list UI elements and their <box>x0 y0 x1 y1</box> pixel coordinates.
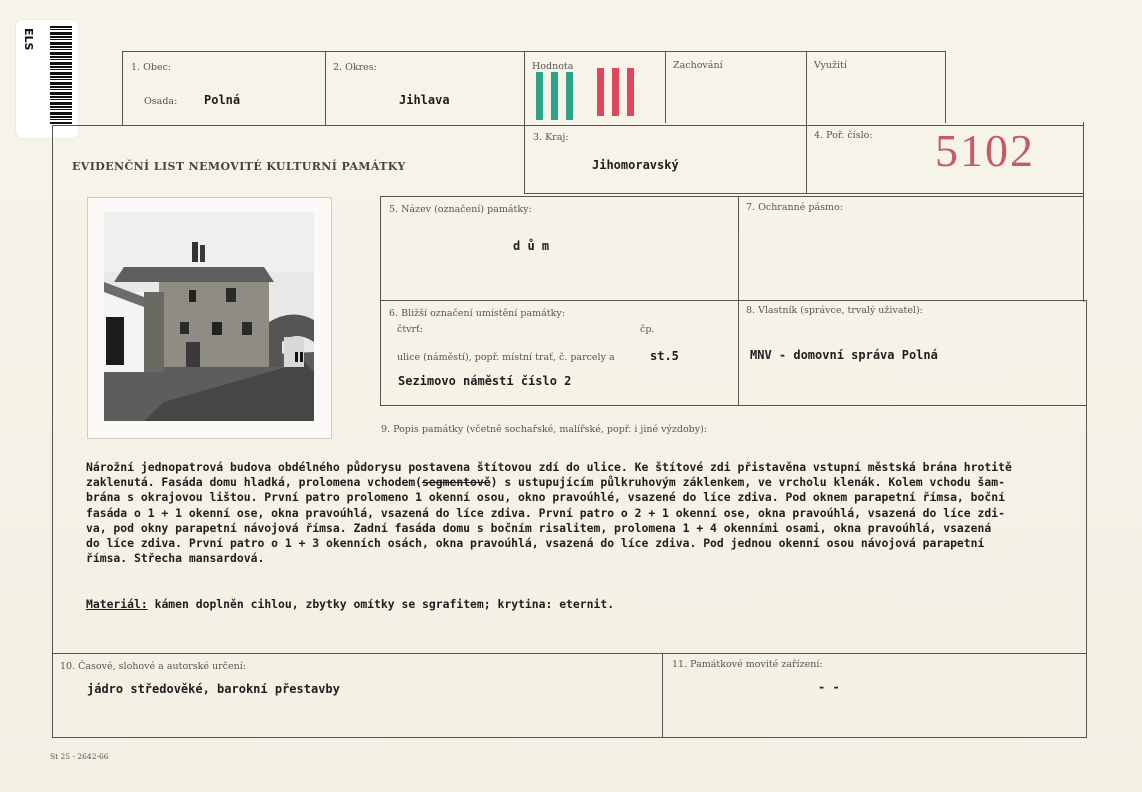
ulice-value: Sezimovo náměstí číslo 2 <box>398 374 572 388</box>
movite-label: 11. Památkové movité zařízení: <box>672 659 823 670</box>
kraj-label: 3. Kraj: <box>533 132 569 143</box>
popis-line: do líce zdiva. První patro o 1 + 3 okenních osách, okna pravoúhlá, vsazená do líce zdiva. Pod jednou okenní osou návojová parapetní <box>86 536 985 551</box>
osada-value: Polná <box>204 93 241 107</box>
barcode-text: ELS <box>22 28 35 51</box>
ulice-label: ulice (náměstí), popř. místní trať, č. parcely a <box>397 352 615 363</box>
por-cislo-label: 4. Poř. číslo: <box>814 130 873 141</box>
popis-line: fasáda o 1 + 1 okenní ose, okna pravoúhlá, vsazená do líce zdiva. První patro o 2 + 1 okenní ose, okna pravoúhlá, vsazená do líce zdi- <box>86 505 1005 520</box>
ochranne-label: 7. Ochranné pásmo: <box>746 202 843 213</box>
okres-value: Jihlava <box>399 93 450 107</box>
grid-line <box>52 125 1083 126</box>
popis-line: římsa. Střecha mansardová. <box>86 551 265 566</box>
grid-line <box>738 196 739 406</box>
grid-line <box>380 196 381 406</box>
grid-line <box>662 653 663 738</box>
grid-line <box>1083 122 1084 302</box>
value-mark <box>597 68 604 116</box>
nazev-label: 5. Název (označení) památky: <box>389 204 532 215</box>
grid-line <box>52 125 53 737</box>
grid-line <box>122 51 123 126</box>
casove-value: jádro středověké, barokní přestavby <box>87 682 340 696</box>
grid-line <box>524 193 1083 194</box>
material-label: Materiál: <box>86 596 148 611</box>
grid-line <box>665 51 666 123</box>
barcode-icon <box>50 26 72 124</box>
footer-code: St 25 - 2642-66 <box>50 752 109 761</box>
zachovani-label: Zachování <box>673 60 723 71</box>
cp-label: čp. <box>640 324 655 335</box>
grid-line <box>806 51 807 194</box>
nazev-value: d ů m <box>513 239 550 253</box>
grid-line <box>52 737 1086 738</box>
grid-line <box>380 405 1086 406</box>
grid-line <box>524 51 525 194</box>
popis-line: brána s okrajovou lištou. První patro prolomeno 1 okenní osou, okno pravoúhlé, vsazené do líce zdiva. Pod oknem parapetní římsa, boční <box>86 490 1005 505</box>
blizsi-label: 6. Bližší označení umístění památky: <box>389 308 565 319</box>
grid-line <box>380 300 1086 301</box>
por-cislo-stamp: 5102 <box>935 125 1035 176</box>
grid-line <box>122 51 946 52</box>
popis-strike: segmentově <box>422 475 491 490</box>
vlastnik-label: 8. Vlastník (správce, trvalý uživatel): <box>746 305 923 316</box>
okres-label: 2. Okres: <box>333 62 377 73</box>
popis-line: ) s ustupujícím půlkruhovým záklenkem, ve vrcholu klenák. Kolem vchodu šam- <box>490 475 1005 490</box>
grid-line <box>52 653 1086 654</box>
value-mark <box>551 72 558 120</box>
vlastnik-value: MNV - domovní správa Polná <box>750 348 938 362</box>
value-mark <box>566 72 573 120</box>
value-mark <box>627 68 634 116</box>
building-photo-image <box>104 212 314 421</box>
obec-label: 1. Obec: <box>131 62 172 73</box>
form-title: EVIDENČNÍ LIST NEMOVITÉ KULTURNÍ PAMÁTKY <box>72 160 406 173</box>
grid-line <box>945 51 946 123</box>
grid-line <box>380 196 1083 197</box>
ctvrt-label: čtvrť: <box>397 324 424 335</box>
casove-label: 10. Časové, slohové a autorské určení: <box>60 661 246 672</box>
grid-line <box>325 51 326 126</box>
hodnota-label: Hodnota <box>532 61 574 72</box>
grid-line <box>1086 300 1087 738</box>
popis-line: Nárožní jednopatrová budova obdélného půdorysu postavena štítovou zdí do ulice. Ke štítové zdi přistavěna vstupní městská brána hrotitě <box>86 460 1012 474</box>
popis-line: va, pod okny parapetní návojová římsa. Zadní fasáda domu s bočním risalitem, prolomena 1 + 4 okenními osami, okna pravoúhlá, vsazená <box>86 520 992 535</box>
osada-label: Osada: <box>144 96 178 107</box>
building-photo <box>104 212 314 421</box>
material-value: kámen doplněn cihlou, zbytky omítky se sgrafitem; krytina: eternit. <box>147 596 615 611</box>
barcode-sticker <box>16 20 78 138</box>
movite-value: - - <box>818 680 840 694</box>
popis-label: 9. Popis památky (včetně sochařské, malířské, popř. i jiné výzdoby): <box>381 424 708 435</box>
value-mark <box>536 72 543 120</box>
kraj-value: Jihomoravský <box>592 158 679 172</box>
parcela-value: st.5 <box>650 349 679 363</box>
value-mark <box>612 68 619 116</box>
popis-line: zaklenutá. Fasáda domu hladká, prolomena vchodem( <box>86 475 423 490</box>
popis-text <box>86 460 1012 612</box>
vyuziti-label: Využití <box>814 60 847 71</box>
